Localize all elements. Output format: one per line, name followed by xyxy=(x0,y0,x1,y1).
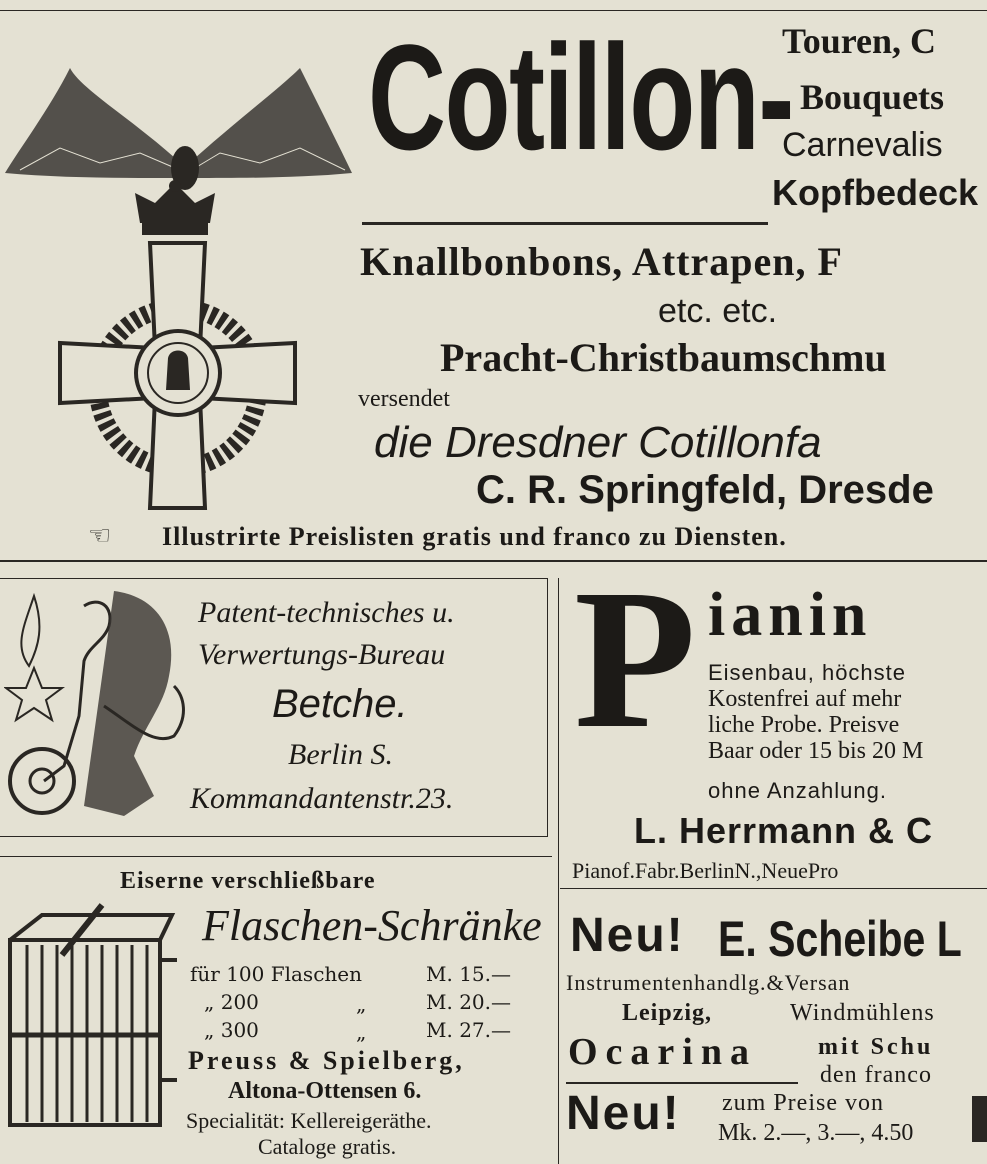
pianino-line-1: Eisenbau, höchste xyxy=(708,660,907,685)
cotillon-footer: Illustrirte Preislisten gratis und franco zu Diensten. xyxy=(162,522,787,551)
scheibe-street: Windmühlens xyxy=(790,1000,935,1026)
price-row-3-price: M. 27.— xyxy=(426,1018,511,1042)
flaschen-title-small: Eiserne verschließbare xyxy=(120,868,376,894)
pianino-address: Pianof.Fabr.BerlinN.,NeuePro xyxy=(572,858,839,883)
betche-city: Berlin S. xyxy=(288,738,393,771)
flaschen-address: Altona-Ottensen 6. xyxy=(228,1078,422,1104)
ocarina-mit: mit Schu xyxy=(818,1034,934,1060)
flaschen-catalog: Cataloge gratis. xyxy=(258,1134,397,1159)
ad2-border-right xyxy=(547,578,548,836)
price-row-3-mid: „ xyxy=(356,1020,367,1044)
cotillon-company: die Dresdner Cotillonfa xyxy=(374,418,822,467)
scheibe-preise: zum Preise von xyxy=(722,1090,884,1116)
scheibe-firm: E. Scheibe L xyxy=(718,911,962,967)
price-row-1-qty: für 100 Flaschen xyxy=(190,962,362,986)
cotillon-pracht-line: Pracht-Christbaumschmu xyxy=(440,335,887,380)
cotillon-side-line-2: Bouquets xyxy=(800,77,945,117)
cotillon-side-line-4: Kopfbedeck xyxy=(772,172,979,213)
pianino-line-5: ohne Anzahlung. xyxy=(708,778,887,803)
cotillon-owner: C. R. Springfeld, Dresde xyxy=(476,468,934,512)
price-row-2-mid: „ xyxy=(356,992,367,1016)
cotillon-items-line: Knallbonbons, Attrapen, F xyxy=(360,239,843,284)
cotillon-headline: Cotillon- xyxy=(368,13,793,181)
griffin-emblem-illustration xyxy=(4,586,194,826)
cotillon-etc-line: etc. etc. xyxy=(658,292,778,330)
ocarina-underline xyxy=(566,1082,798,1084)
pianino-line-2: Kostenfrei auf mehr xyxy=(708,686,902,712)
section-divider xyxy=(0,560,987,562)
column-divider xyxy=(558,578,559,1164)
ad2-border-bottom xyxy=(0,836,548,837)
cotillon-versendet: versendet xyxy=(358,386,450,412)
pianino-title-rest: ianin xyxy=(708,581,873,649)
scheibe-prices: Mk. 2.—, 3.—, 4.50 xyxy=(718,1120,914,1146)
pointing-hand-icon: ☜ xyxy=(88,520,112,550)
price-row-2-price: M. 20.— xyxy=(426,990,511,1014)
scheibe-line-1: Instrumentenhandlg.&Versan xyxy=(566,970,851,995)
ocarina-franco: den franco xyxy=(820,1062,932,1088)
flaschen-title-large: Flaschen-Schränke xyxy=(202,901,542,950)
scheibe-neu-1: Neu! xyxy=(570,909,685,962)
scheibe-neu-2: Neu! xyxy=(566,1087,681,1140)
pianino-firm: L. Herrmann & C xyxy=(634,810,934,851)
cotillon-side-line-1: Touren, C xyxy=(782,21,937,61)
ad4-bottom-rule xyxy=(560,888,987,889)
bottle-cabinet-illustration xyxy=(2,900,182,1145)
pianino-line-4: Baar oder 15 bis 20 M xyxy=(708,738,924,764)
headline-underline xyxy=(362,222,768,225)
pianino-initial: P xyxy=(574,549,697,770)
flaschen-firm: Preuss & Spielberg, xyxy=(188,1046,465,1075)
betche-line-2: Verwertungs-Bureau xyxy=(198,638,446,671)
ad2-border-top xyxy=(0,578,548,579)
ad3-border-top xyxy=(0,856,552,857)
top-rule xyxy=(0,10,987,11)
order-medal-illustration xyxy=(0,28,360,518)
pianino-line-3: liche Probe. Preisve xyxy=(708,712,900,738)
scheibe-city: Leipzig, xyxy=(622,1000,712,1026)
betche-street: Kommandantenstr.23. xyxy=(190,782,454,815)
betche-name: Betche. xyxy=(272,682,408,726)
scheibe-right-mark xyxy=(972,1096,987,1142)
price-row-2-qty: „ 200 xyxy=(204,990,259,1014)
price-row-3-qty: „ 300 xyxy=(204,1018,259,1042)
cotillon-side-line-3: Carnevalis xyxy=(782,126,943,164)
price-row-1-price: M. 15.— xyxy=(426,962,511,986)
betche-line-1: Patent-technisches u. xyxy=(198,596,455,629)
flaschen-specialty: Specialität: Kellereigeräthe. xyxy=(186,1108,432,1133)
ocarina-label: Ocarina xyxy=(568,1031,757,1073)
